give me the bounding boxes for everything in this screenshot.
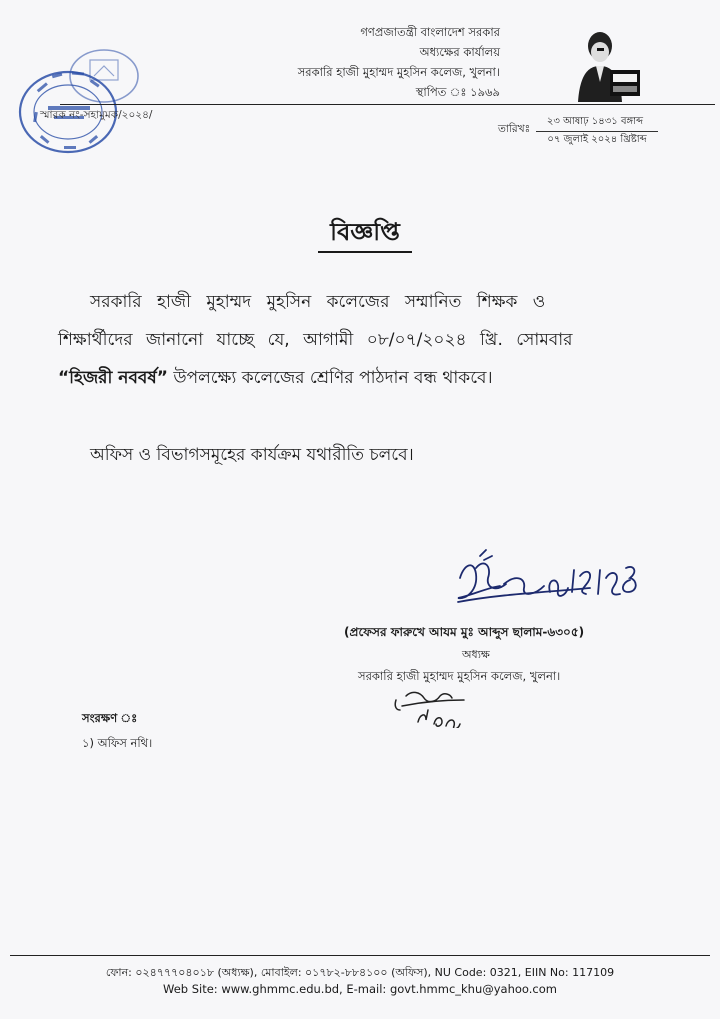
principal-signature: [440, 548, 670, 620]
body-line-2: শিক্ষার্থীদের জানানো যাচ্ছে যে, আগামী ০৮/০৭/২০২৪ খ্রি. সোমবার: [58, 330, 573, 350]
portrait-logo: [572, 26, 642, 102]
signer-designation: অধ্যক্ষ: [462, 648, 490, 661]
signer-college: সরকারি হাজী মুহাম্মদ মুহসিন কলেজ, খুলনা।: [358, 669, 561, 683]
established-year: স্থাপিত ঃ ১৯৬৯: [415, 85, 500, 99]
date-gregorian: ০৭ জুলাই ২০২৪ খ্রিষ্টাব্দ: [547, 134, 647, 145]
college-name: সরকারি হাজী মুহাম্মদ মুহসিন কলেজ, খুলনা।: [297, 65, 500, 79]
body-line-4: অফিস ও বিভাগসমূহের কার্যক্রম যথারীতি চলবে।: [90, 445, 414, 465]
footer-divider: [10, 955, 710, 956]
event-name: “হিজরী নববর্ষ”: [58, 368, 168, 388]
signer-name: (প্রফেসর ফারুখে আযম মুঃ আব্দুস ছালাম-৬৩০৫): [344, 625, 585, 639]
copy-heading: সংরক্ষণ ঃ: [82, 711, 138, 725]
header-divider: [60, 104, 715, 105]
body-line-3: [58, 359, 493, 397]
date-bangla: ২৩ আষাঢ় ১৪৩১ বঙ্গাব্দ: [546, 116, 644, 127]
college-seal-stamp: [10, 46, 153, 158]
letterhead: [240, 22, 500, 102]
office-initial-signature: [392, 684, 482, 728]
govt-name: গণপ্রজাতন্ত্রী বাংলাদেশ সরকার: [360, 25, 500, 39]
body-line-1: সরকারি হাজী মুহাম্মদ মুহসিন কলেজের সম্মানিত শিক্ষক ও: [90, 292, 546, 312]
office-name: অধ্যক্ষের কার্যালয়: [419, 45, 500, 59]
footer-contact: ফোন: ০২৪৭৭৭০৪০১৮ (অধ্যক্ষ), মোবাইল: ০১৭৮২-৮৮৪১০০ (অফিস), NU Code: 0321, EIIN No: 117109: [105, 966, 615, 979]
copy-item: ১) অফিস নথি।: [82, 736, 153, 750]
memo-number: স্মারক নং-সহামুমক/২০২৪/: [40, 109, 153, 121]
body-line-3-rest: উপলক্ষ্যে কলেজের শ্রেণির পাঠদান বন্ধ থাকবে।: [167, 368, 493, 388]
footer-web-email: Web Site: www.ghmmc.edu.bd, E-mail: govt.hmmc_khu@yahoo.com: [163, 982, 557, 996]
notice-title: বিজ্ঞপ্তি: [330, 218, 400, 246]
title-underline: [318, 251, 412, 253]
date-divider: [536, 131, 658, 132]
date-label: তারিখঃ: [498, 123, 531, 135]
